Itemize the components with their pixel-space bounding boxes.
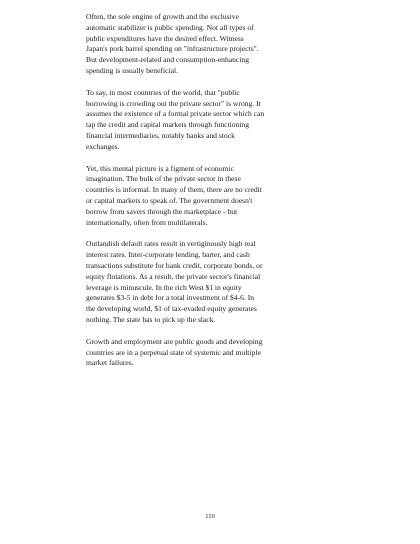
paragraph-2: To say, in most countries of the world, that "public borrowing is crowding out the private sector" is wrong. It assumes the existence of a formal private sector which can tap the credit and capital markets through functioning financial intermediaries, notably banks and stock exchanges. (86, 87, 265, 151)
paragraph-3: Yet, this mental picture is a figment of economic imagination. The bulk of the private sector in these countries is informal. In many of them, there are no credit or capital markets to speak of. The government doesn't borrow from savers through the marketplace - but internationally, often from multilaterals. (86, 163, 262, 227)
body-text (86, 12, 326, 380)
paragraph-1: Often, the sole engine of growth and the exclusive automatic stabilizer is public spending. Not all types of public expenditures have the desired effect. Witness Japan's pork barrel spending on "infrastructure projects". But development-related and consumption-enhancing spending is usually beneficial. (86, 12, 259, 75)
page-number: 110 (205, 513, 215, 520)
paragraph-5: Growth and employment are public goods and developing countries are in a perpetual state of systemic and multiple market failures. (86, 336, 263, 368)
paragraph-4: Outlandish default rates result in vertiginously high real interest rates. Inter-corporate lending, barter, and cash transactions substitute for bank credit, corporate bonds, or equity flotations. As a result, the private sector's financial leverage is minuscule. In the rich West $1 in equity generates $3-5 in debt for a total investment of $4-6. In the developing world, $1 of tax-evaded equity generates nothing. The state has to pick up the slack. (86, 239, 263, 324)
